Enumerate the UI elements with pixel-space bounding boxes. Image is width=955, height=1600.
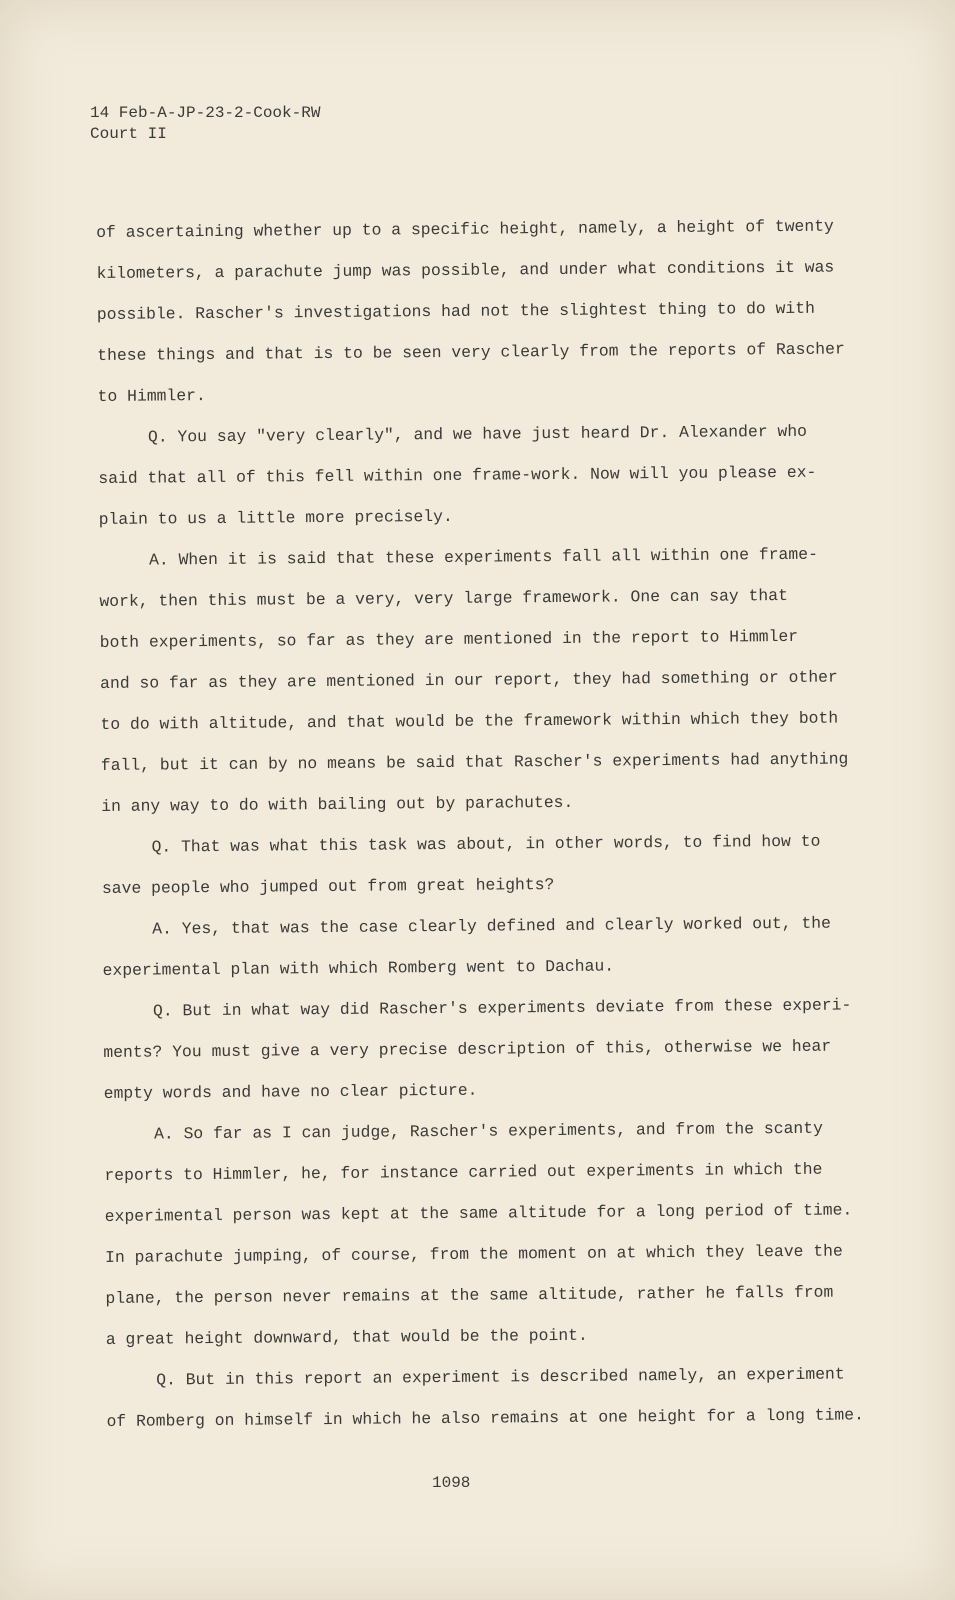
page-number: 1098 bbox=[432, 1474, 471, 1492]
text-line: kilometers, a parachute jump was possible, and under what conditions it was bbox=[96, 257, 835, 283]
question-line: Q. You say "very clearly", and we have just heard Dr. Alexander who bbox=[147, 421, 808, 447]
text-line: of ascertaining whether up to a specific height, namely, a height of twenty bbox=[96, 216, 834, 242]
question-line: Q. But in this report an experiment is described namely, an experiment bbox=[156, 1364, 845, 1390]
text-line: of Romberg on himself in which he also remains at one height for a long time. bbox=[106, 1405, 864, 1431]
answer-line: A. Yes, that was the case clearly defined and clearly worked out, the bbox=[152, 913, 832, 939]
text-line: possible. Rascher's investigations had not the slightest thing to do with bbox=[96, 298, 815, 324]
text-line: plain to us a little more precisely. bbox=[98, 506, 453, 529]
text-line: ments? You must give a very precise description of this, otherwise we hear bbox=[103, 1036, 832, 1062]
text-line: in any way to do with bailing out by parachutes. bbox=[101, 792, 574, 816]
text-line: experimental person was kept at the same altitude for a long period of time. bbox=[104, 1200, 853, 1226]
text-line: both experiments, so far as they are mentioned in the report to Himmler bbox=[99, 626, 799, 652]
question-line: Q. That was what this task was about, in other words, to find how to bbox=[151, 831, 821, 857]
document-header bbox=[90, 103, 320, 145]
text-line: to do with altitude, and that would be the framework within which they both bbox=[100, 708, 839, 734]
transcript-body bbox=[96, 205, 897, 1442]
text-line: reports to Himmler, he, for instance carried out experiments in which the bbox=[104, 1159, 823, 1185]
text-line: experimental plan with which Romberg went to Dachau. bbox=[102, 956, 615, 980]
text-line: fall, but it can by no means be said that Rascher's experiments had anything bbox=[100, 749, 849, 775]
text-line: a great height downward, that would be the point. bbox=[105, 1325, 588, 1349]
text-line: these things and that is to be seen very clearly from the reports of Rascher bbox=[97, 339, 845, 365]
text-line: empty words and have no clear picture. bbox=[103, 1080, 478, 1103]
text-line: said that all of this fell within one frame-work. Now will you please ex- bbox=[98, 462, 817, 488]
text-line: save people who jumped out from great heights? bbox=[101, 875, 555, 898]
header-court: Court II bbox=[90, 125, 167, 143]
text-line: work, then this must be a very, very large framework. One can say that bbox=[99, 585, 788, 611]
question-line: Q. But in what way did Rascher's experiments deviate from these experi- bbox=[152, 995, 852, 1021]
text-line: to Himmler. bbox=[97, 386, 206, 406]
answer-line: A. So far as I can judge, Rascher's experiments, and from the scanty bbox=[153, 1118, 823, 1144]
header-reference: 14 Feb-A-JP-23-2-Cook-RW bbox=[90, 104, 321, 122]
text-line: In parachute jumping, of course, from the moment on at which they leave the bbox=[105, 1241, 843, 1267]
text-line: and so far as they are mentioned in our report, they had something or other bbox=[100, 667, 838, 693]
text-line: plane, the person never remains at the same altitude, rather he falls from bbox=[105, 1282, 834, 1308]
answer-line: A. When it is said that these experiments fall all within one frame- bbox=[148, 544, 818, 570]
